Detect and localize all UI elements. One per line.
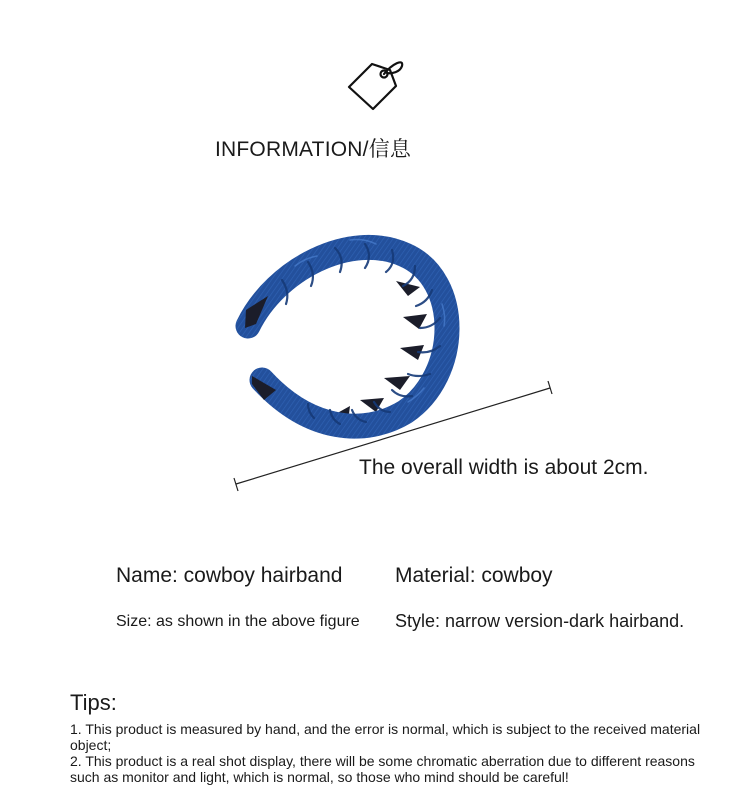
tip-item: 2. This product is a real shot display, there will be some chromatic aberration due to different reasons such as monitor and light, which is normal, so those who mind should be careful! — [70, 753, 695, 785]
product-size: Size: as shown in the above figure — [116, 613, 360, 630]
product-name: Name: cowboy hairband — [116, 564, 343, 587]
price-tag-icon — [346, 54, 406, 114]
tips-list — [70, 721, 710, 785]
information-heading: INFORMATION/信息 — [215, 138, 412, 161]
product-style: Style: narrow version-dark hairband. — [395, 611, 685, 631]
width-note: The overall width is about 2cm. — [359, 456, 649, 479]
tip-item: 1. This product is measured by hand, and the error is normal, which is subject to the received material object; — [70, 721, 701, 753]
product-material: Material: cowboy — [395, 564, 553, 587]
tips-heading: Tips: — [70, 690, 117, 715]
